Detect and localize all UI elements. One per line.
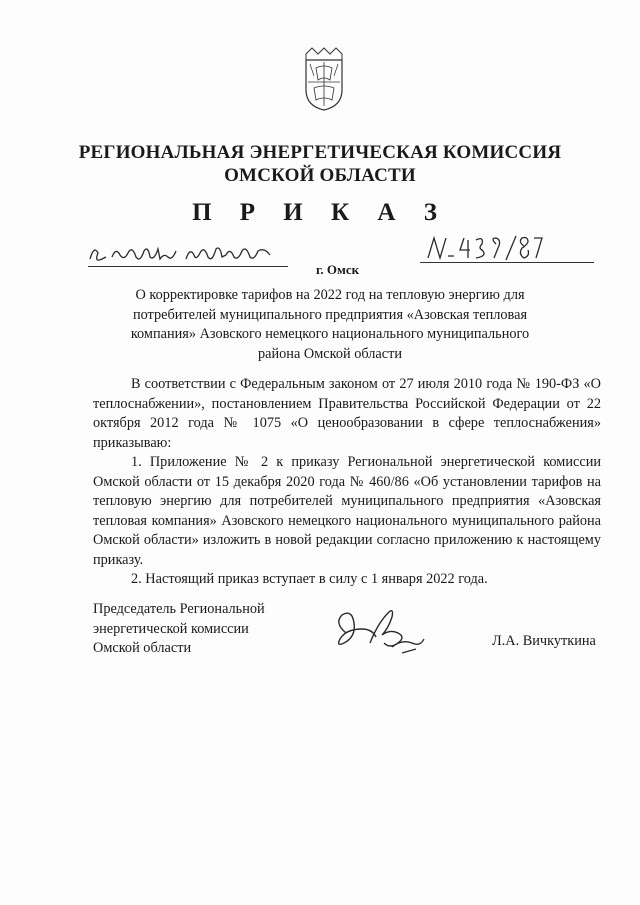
city: г. Омск: [316, 262, 360, 277]
signatory-title-line2: энергетической комиссии: [93, 620, 249, 637]
handwritten-signature: [332, 603, 428, 661]
signatory-name: Л.А. Вичкуткина: [492, 633, 596, 649]
body-intro: В соответствии с Федеральным законом от 27 июля 2010 года № 190-ФЗ «О теплоснабжении», постановлением Правительства Российской Федерации от 22 октября 2012 года № 1075 «О ценообразовании в сфере теплоснабжения» приказываю:: [93, 376, 601, 451]
signatory-title-line1: Председатель Региональной: [93, 601, 265, 617]
date-underline: [88, 266, 288, 267]
org-name-line1: РЕГИОНАЛЬНАЯ ЭНЕРГЕТИЧЕСКАЯ КОМИССИЯ: [78, 142, 562, 163]
order-body: [93, 375, 601, 590]
body-item-2: 2. Настоящий приказ вступает в силу с 1 января 2022 года.: [131, 571, 488, 587]
order-subject: О корректировке тарифов на 2022 год на тепловую энергию для потребителей муниципального предприятия «Азовская тепловая компания» Азовского немецкого национального муниципального района Омской области: [130, 287, 530, 362]
org-name-line2: ОМСКОЙ ОБЛАСТИ: [224, 165, 416, 186]
omsk-coat-of-arms-icon: [302, 46, 346, 112]
number-underline: [420, 262, 594, 263]
handwritten-date: [88, 235, 278, 267]
handwritten-number: [424, 232, 544, 266]
body-item-1: 1. Приложение № 2 к приказу Региональной энергетической комиссии Омской области от 15 декабря 2020 года № 460/86 «Об установлении тарифов на тепловую энергию для потребителей муниципального предприятия «Азовская тепловая компания» Азовского немецкого национального муниципального района Омской области» изложить в новой редакции согласно приложению к настоящему приказу.: [93, 454, 601, 568]
signatory-title: [93, 600, 313, 659]
signatory-title-line3: Омской области: [93, 640, 192, 656]
document-type-title: П Р И К А З: [192, 199, 448, 226]
